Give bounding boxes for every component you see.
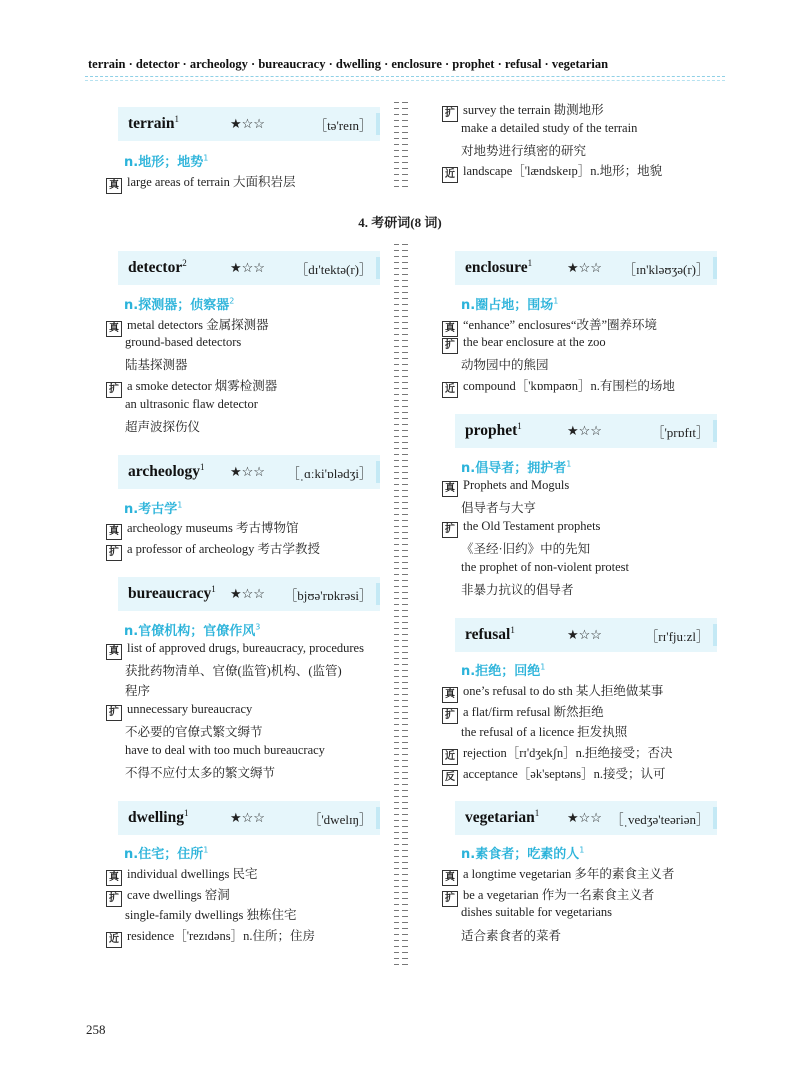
tag-zhen: 真 [442,481,458,497]
example-line: 不必要的官僚式繁文缛节 [125,725,263,739]
example-line: 扩 a flat/firm refusal 断然拒绝 [442,702,604,724]
phonetic: ［'dwelɪŋ］ [308,811,372,827]
tag-zhen: 真 [442,321,458,337]
headword: archeology$^1$ [128,462,205,481]
entry-header-vegetarian [455,801,717,835]
example-line: 近 compound［'kɒmpaʊn］n.有围栏的场地 [442,376,675,398]
part-of-speech: n.考古学$^1$ [124,500,183,517]
example-line: 对地势进行缜密的研究 [461,144,587,158]
part-of-speech: n.探测器；侦察器$^2$ [124,296,235,313]
entry-header-prophet [455,414,717,448]
tag-zhen: 真 [106,524,122,540]
example-line: 真 “enhance” enclosures“改善”圈养环境 [442,315,657,337]
tag-zhen: 真 [106,644,122,660]
frequency-stars: ★☆☆ [567,627,602,642]
tag-kuo: 扩 [106,382,122,398]
example-line: 陆基探测器 [125,358,188,372]
example-line: 《圣经·旧约》中的先知 [461,542,591,556]
example-line: 扩 the bear enclosure at the zoo [442,335,606,354]
entry-header-bureaucracy [118,577,380,611]
tag-fan: 反 [442,770,458,786]
example-line: 真 large areas of terrain 大面积岩层 [106,172,295,194]
header-rule-secondary [85,80,725,81]
example-line: 反 acceptance［ək'septəns］n.接受；认可 [442,764,666,786]
entry-header-enclosure [455,251,717,285]
example-line: an ultrasonic flaw detector [125,397,258,411]
frequency-stars: ★☆☆ [567,810,602,825]
example-line: 真 Prophets and Moguls [442,478,569,497]
frequency-stars: ★☆☆ [230,260,265,275]
example-line: 扩 a professor of archeology 考古学教授 [106,539,320,561]
tag-kuo: 扩 [442,522,458,538]
example-line: 扩 a smoke detector 烟雾检测器 [106,376,277,398]
example-line: make a detailed study of the terrain [461,121,638,135]
part-of-speech: n.住宅；住所$^1$ [124,845,209,862]
example-line: have to deal with too much bureaucracy [125,743,325,757]
frequency-stars: ★☆☆ [230,810,265,825]
entry-header-terrain [118,107,380,141]
column-divider-top [394,100,408,190]
example-line: 近 residence［'rezɪdəns］n.住所；住房 [106,926,315,948]
part-of-speech: n.地形；地势$^1$ [124,153,209,170]
example-line: 真 list of approved drugs, bureaucracy, procedures [106,641,364,660]
example-line: 适合素食者的菜肴 [461,929,562,943]
tag-kuo: 扩 [442,708,458,724]
tag-jin: 近 [442,749,458,765]
example-line: 非暴力抗议的倡导者 [461,583,574,597]
phonetic: ［ˌvedʒə'teəriən］ [610,811,709,827]
phonetic: ［ˌɑːki'ɒlədʒi］ [286,465,372,481]
example-line: dishes suitable for vegetarians [461,905,612,919]
example-line: single-family dwellings 独栋住宅 [125,908,297,922]
part-of-speech: n.素食者；吃素的人$^1$ [461,845,585,862]
phonetic: ［tə'reɪn］ [314,117,372,133]
phonetic: ［dɪ'tektə(r)］ [295,261,372,277]
example-line: 真 a longtime vegetarian 多年的素食主义者 [442,864,674,886]
page-number: 258 [86,1022,106,1037]
example-line: 扩 survey the terrain 勘测地形 [442,100,604,122]
example-line: 真 archeology museums 考古博物馆 [106,518,299,540]
example-line: 不得不应付太多的繁文缛节 [125,766,276,780]
example-line: 扩 the Old Testament prophets [442,519,600,538]
example-line: 近 rejection［rɪ'dʒekʃn］n.拒绝接受；否决 [442,743,673,765]
entry-header-dwelling [118,801,380,835]
part-of-speech: n.拒绝；回绝$^1$ [461,662,546,679]
tag-zhen: 真 [442,687,458,703]
phonetic: ［rɪ'fjuːzl］ [645,628,709,644]
example-line: 超声波探伤仪 [125,420,201,434]
phonetic: ［'prɒfɪt］ [651,424,709,440]
example-line: 扩 cave dwellings 窑洞 [106,885,230,907]
example-line: 动物园中的熊园 [461,358,549,372]
frequency-stars: ★☆☆ [567,423,602,438]
tag-kuo: 扩 [442,106,458,122]
frequency-stars: ★☆☆ [230,464,265,479]
example-line: 真 metal detectors 金属探测器 [106,315,269,337]
example-line: the refusal of a licence 拒发执照 [461,725,628,739]
frequency-stars: ★☆☆ [230,586,265,601]
entry-header-refusal [455,618,717,652]
headword: detector$^2$ [128,258,187,277]
example-line: 扩 unnecessary bureaucracy [106,702,252,721]
example-line: 程序 [125,684,151,698]
tag-jin: 近 [442,382,458,398]
tag-zhen: 真 [442,870,458,886]
headword: terrain$^1$ [128,114,179,133]
tag-zhen: 真 [106,321,122,337]
headword: vegetarian$^1$ [465,808,540,827]
example-line: the prophet of non-violent protest [461,560,630,574]
headword: refusal$^1$ [465,625,515,644]
phonetic: ［bjʊə'rɒkrəsi］ [284,587,372,603]
phonetic: ［ɪn'kləʊʒə(r)］ [623,261,709,277]
part-of-speech: n.倡导者；拥护者$^1$ [461,459,572,476]
part-of-speech: n.官僚机构；官僚作风$^3$ [124,622,261,639]
header-rule [85,76,725,77]
example-line: 扩 be a vegetarian 作为一名素食主义者 [442,885,654,907]
example-line: 获批药物清单、官僚(监管)机构、(监管) [125,664,342,678]
headword: dwelling$^1$ [128,808,189,827]
tag-kuo: 扩 [106,705,122,721]
tag-kuo: 扩 [106,891,122,907]
tag-zhen: 真 [106,178,122,194]
headword: bureaucracy$^1$ [128,584,216,603]
running-header: terrain · detector · archeology · bureaucracy · dwelling · enclosure · prophet · refusal · vegetarian [88,57,609,71]
tag-kuo: 扩 [442,891,458,907]
tag-kuo: 扩 [106,545,122,561]
tag-kuo: 扩 [442,338,458,354]
frequency-stars: ★☆☆ [567,260,602,275]
example-line: ground-based detectors [125,335,242,349]
example-line: 倡导者与大亨 [461,501,537,515]
tag-jin: 近 [442,167,458,183]
headword: prophet$^1$ [465,421,522,440]
headword: enclosure$^1$ [465,258,533,277]
example-line: 真 one’s refusal to do sth 某人拒绝做某事 [442,681,663,703]
tag-zhen: 真 [106,870,122,886]
entry-header-archeology [118,455,380,489]
example-line: 真 individual dwellings 民宅 [106,864,258,886]
frequency-stars: ★☆☆ [230,116,265,131]
section-title: 4. 考研词(8 词) [358,215,442,230]
part-of-speech: n.圈占地；围场$^1$ [461,296,559,313]
tag-jin: 近 [106,932,122,948]
example-line: 近 landscape［'lændskeɪp］n.地形；地貌 [442,161,662,183]
entry-header-detector [118,251,380,285]
column-divider-main [394,242,408,970]
